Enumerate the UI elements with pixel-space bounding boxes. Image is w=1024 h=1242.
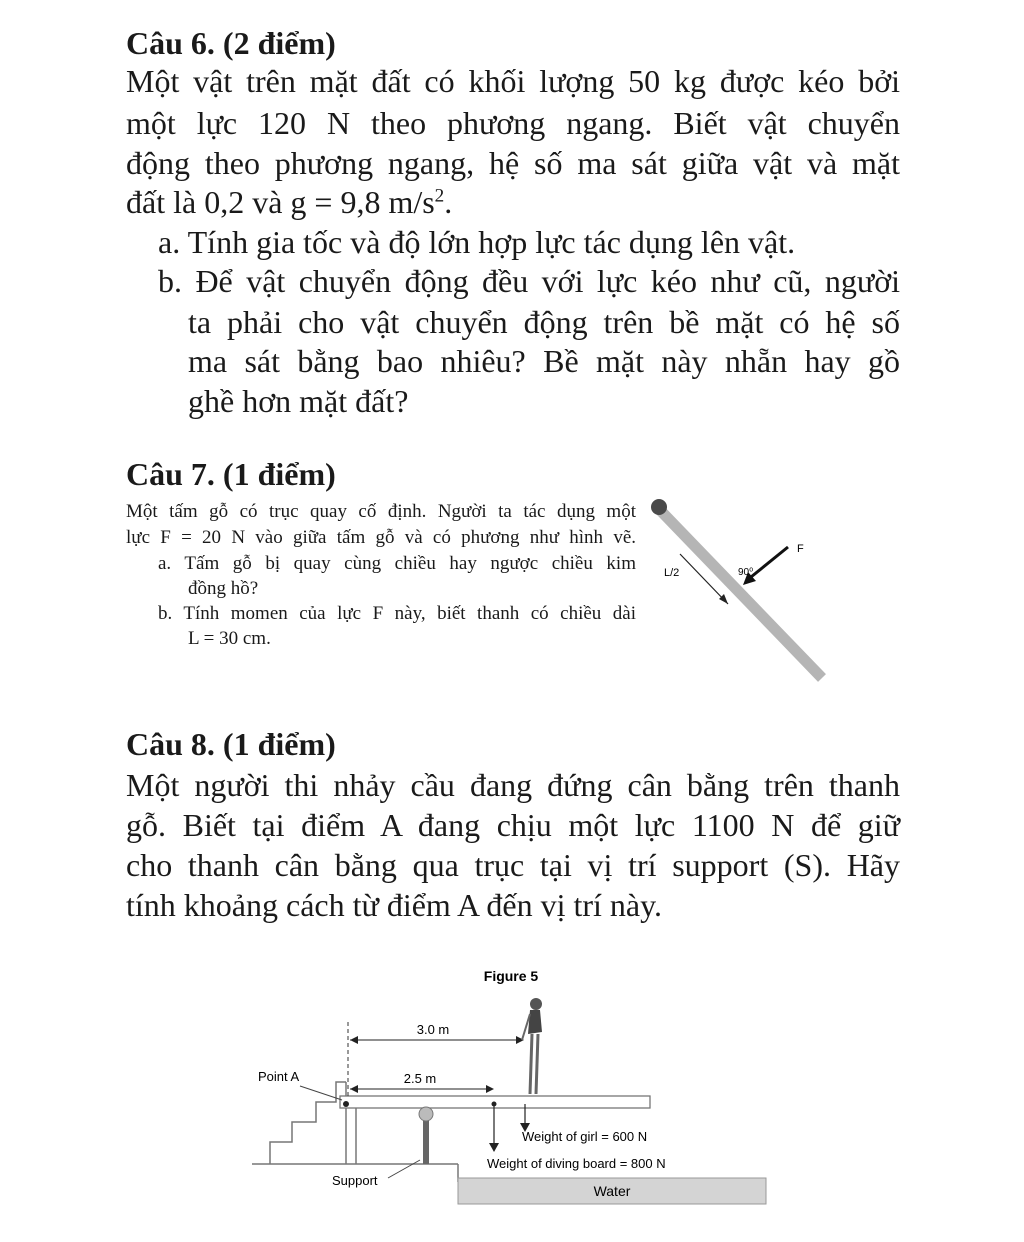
- q7-title: Câu 7. (1 điểm): [126, 456, 336, 492]
- angle-label: 90⁰: [738, 567, 754, 578]
- q6-line-1: Một vật trên mặt đất có khối lượng 50 kg được kéo bởi: [126, 63, 900, 99]
- force-arrow-line: [751, 547, 788, 577]
- q7-line-1: Một tấm gỗ có trục quay cố định. Người ta tác dụng một: [126, 501, 636, 522]
- q7-line-2: lực F = 20 N vào giữa tấm gỗ và có phương như hình vẽ.: [126, 527, 636, 548]
- q8-line-1: Một người thi nhảy cầu đang đứng cân bằng trên thanh: [126, 767, 900, 803]
- point-a-label: Point A: [258, 1069, 300, 1084]
- q6-title: Câu 6. (2 điểm): [126, 25, 336, 61]
- q8-figure: [240, 960, 780, 1220]
- q6-part-a: a. Tính gia tốc và độ lớn hợp lực tác dụng lên vật.: [158, 224, 796, 260]
- diver-leg-right: [536, 1034, 538, 1094]
- dimension-2-5m-label: 2.5 m: [403, 1071, 437, 1086]
- q8-line-4: tính khoảng cách từ điểm A đến vị trí này.: [126, 887, 663, 923]
- q8-line-2: gỗ. Biết tại điểm A đang chịu một lực 1100 N để giữ: [126, 807, 900, 843]
- q6-line-2: một lực 120 N theo phương ngang. Biết vật chuyển: [126, 105, 900, 141]
- force-label: F: [797, 543, 804, 555]
- dimension-2-5m-arrowhead-right: [486, 1085, 494, 1093]
- water-label: Water: [593, 1183, 631, 1199]
- dimension-3m-label: 3.0 m: [416, 1022, 450, 1037]
- q6-line-3: động theo phương ngang, hệ số ma sát giữa vật và mặt: [126, 145, 900, 181]
- q7-figure: [640, 490, 850, 690]
- q6-line-4-text: đất là 0,2 và g = 9,8 m/s: [126, 184, 435, 220]
- diver-torso: [528, 1010, 542, 1034]
- figure-title: Figure 5: [483, 968, 539, 984]
- diver-figure: [522, 998, 542, 1094]
- q7-part-a-line-1: a. Tấm gỗ bị quay cùng chiều hay ngược chiều kim: [158, 553, 636, 574]
- q6-line-4-sup: 2: [434, 185, 445, 207]
- support-label: Support: [332, 1173, 378, 1188]
- wooden-board: [660, 510, 822, 678]
- dimension-3m-arrowhead-left: [350, 1036, 358, 1044]
- stairs: [270, 1082, 346, 1164]
- dimension-2-5m-arrowhead-left: [350, 1085, 358, 1093]
- girl-weight-label: Weight of girl = 600 N: [522, 1129, 648, 1144]
- q6-part-b-line-1: b. Để vật chuyển động đều với lực kéo như cũ, người: [158, 263, 900, 299]
- diver-head: [530, 998, 542, 1010]
- diver-leg-left: [530, 1034, 532, 1094]
- board-weight-label: Weight of diving board = 800 N: [487, 1156, 666, 1171]
- q6-part-b-line-2: ta phải cho vật chuyển động trên bề mặt có hệ số: [188, 304, 900, 340]
- board-weight-arrowhead: [489, 1143, 499, 1152]
- q7-part-a-line-2: đồng hồ?: [188, 578, 259, 599]
- q6-line-4: [126, 183, 452, 221]
- support-pivot: [419, 1107, 433, 1121]
- pivot-axis: [651, 499, 667, 515]
- q7-part-b-line-2: L = 30 cm.: [188, 628, 271, 649]
- q6-part-b-line-4: ghề hơn mặt đất?: [188, 383, 409, 419]
- half-length-label: L/2: [664, 567, 680, 579]
- support-leader: [388, 1160, 420, 1178]
- q6-part-b-line-3: ma sát bằng bao nhiêu? Bề mặt này nhẵn hay gồ: [188, 343, 900, 379]
- point-a-marker: [343, 1101, 349, 1107]
- q6-line-4-end: .: [444, 184, 453, 220]
- q7-part-b-line-1: b. Tính momen của lực F này, biết thanh có chiều dài: [158, 603, 636, 624]
- q8-line-3: cho thanh cân bằng qua trục tại vị trí support (S). Hãy: [126, 847, 900, 883]
- q8-title: Câu 8. (1 điểm): [126, 726, 336, 762]
